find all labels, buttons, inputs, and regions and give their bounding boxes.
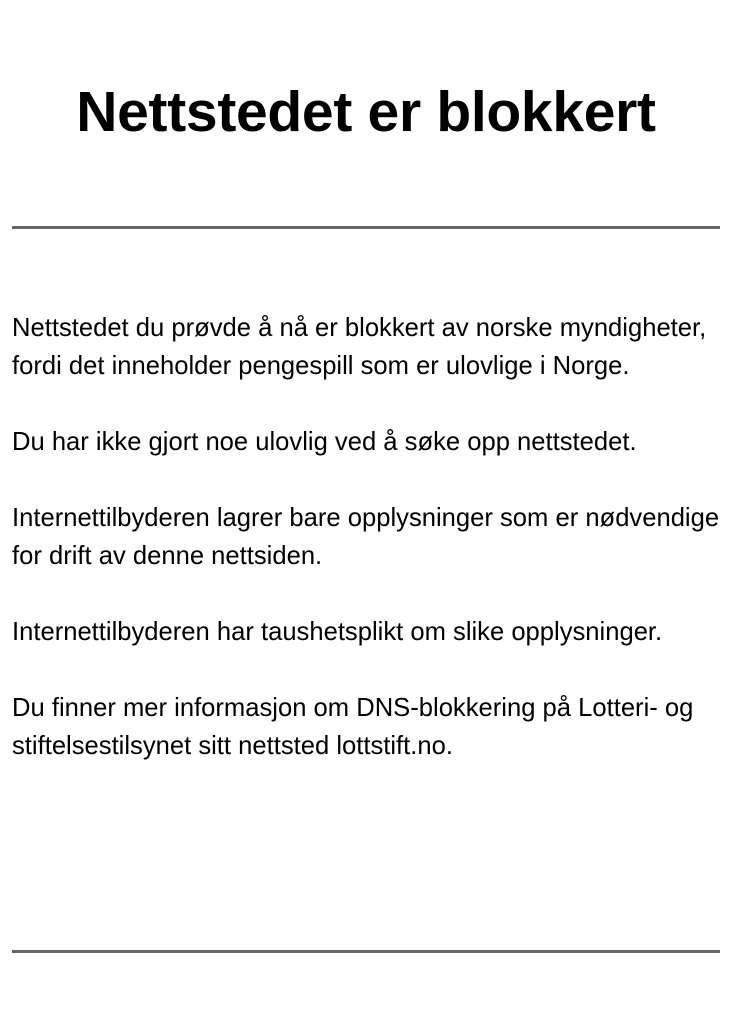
paragraph-confidentiality: Internettilbyderen har taushetsplikt om slike opplysninger. — [12, 618, 663, 646]
top-divider — [12, 226, 720, 229]
bottom-divider — [12, 950, 720, 953]
page-title: Nettstedet er blokkert — [76, 80, 656, 144]
message-body — [12, 309, 724, 803]
paragraph-no-wrongdoing: Du har ikke gjort noe ulovlig ved å søke opp nettstedet. — [12, 428, 637, 456]
paragraph-more-info: Du finner mer informasjon om DNS-blokkering på Lotteri- og stiftelsestilsynet sitt nettsted lottstift.no. — [12, 694, 694, 760]
paragraph-data-storage: Internettilbyderen lagrer bare opplysninger som er nødvendige for drift av denne nettsiden. — [12, 504, 720, 570]
paragraph-blocked-reason: Nettstedet du prøvde å nå er blokkert av norske myndigheter, fordi det inneholder pengespill som er ulovlige i Norge. — [12, 314, 707, 380]
